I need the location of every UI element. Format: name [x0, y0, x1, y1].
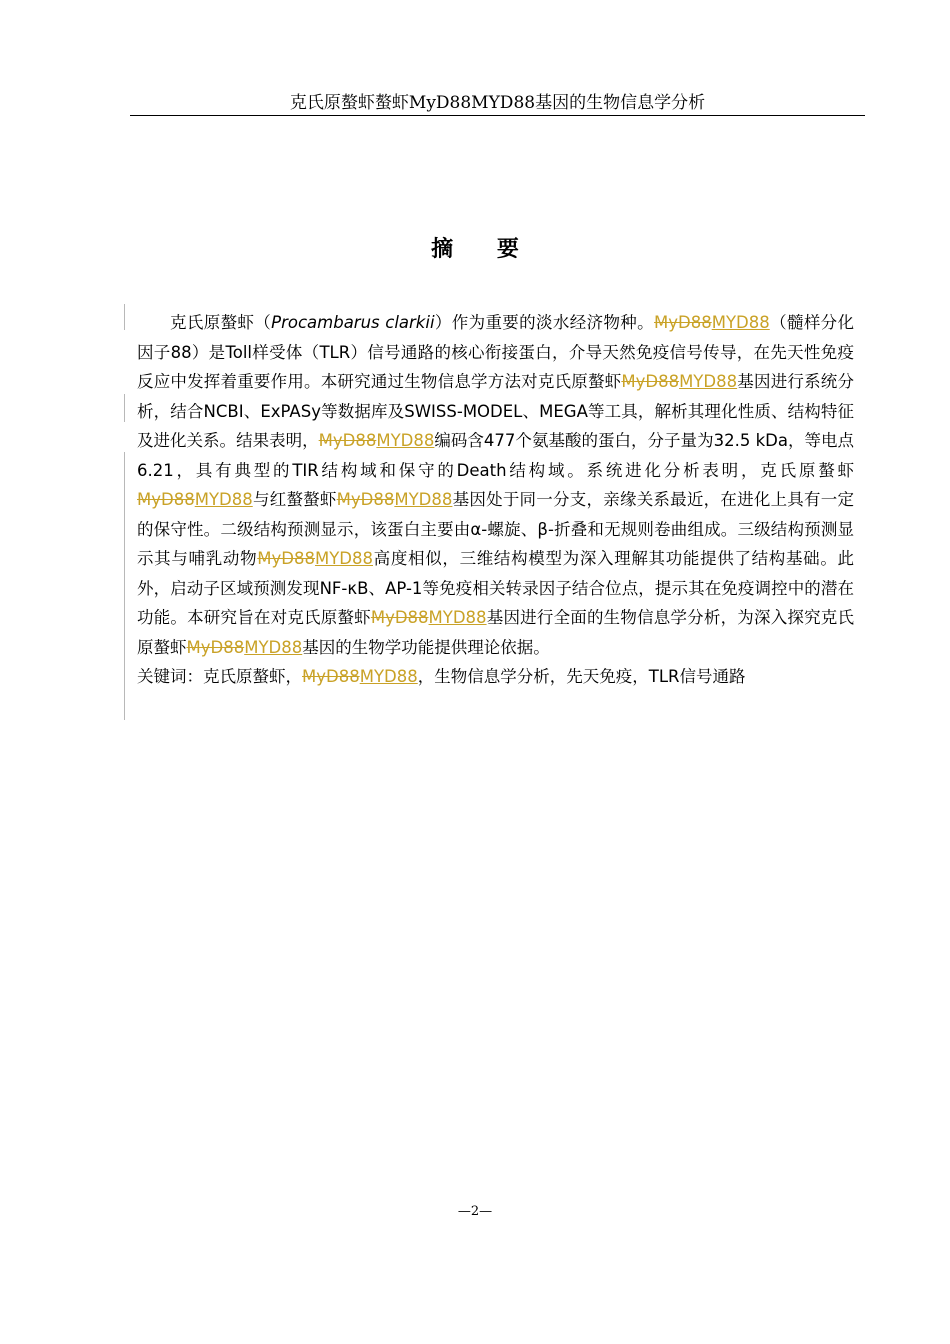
- deleted-text: MyD88: [654, 313, 712, 332]
- inserted-text: MYD88: [679, 372, 738, 391]
- abstract-body: [137, 308, 854, 692]
- deleted-text: MyD88: [370, 608, 429, 627]
- page-number: —2—: [457, 1204, 493, 1219]
- header-rule: [130, 115, 865, 116]
- species-name: Procambarus clarkii: [271, 313, 435, 332]
- abstract-paragraph: 克氏原螯虾（Procambarus clarkii）作为重要的淡水经济物种。MyD88MYD88（髓样分化因子88）是Toll样受体（TLR）信号通路的核心衔接蛋白，介导天然免疫信号传导，在先天性免疫反应中发挥着重要作用。本研究通过生物信息学方法对克氏原螯虾MyD88MYD88基因进行系统分析，结合NCBI、ExPASy等数据库及SWISS-MODEL、MEGA等工具，解析其理化性质、结构特征及进化关系。结果表明，MyD88MYD88编码含477个氨基酸的蛋白，分子量为32.5 kDa，等电点6.21，具有典型的TIR结构域和保守的Death结构域。系统进化分析表明，克氏原螯虾MyD88MYD88与红螯螯虾MyD88MYD88基因处于同一分支，亲缘关系最近，在进化上具有一定的保守性。二级结构预测显示，该蛋白主要由α-螺旋、β-折叠和无规则卷曲组成。三级结构预测显示其与哺乳动物MyD88MYD88高度相似，三维结构模型为深入理解其功能提供了结构基础。此外，启动子区域预测发现NF-κB、AP-1等免疫相关转录因子结合位点，提示其在免疫调控中的潜在功能。本研究旨在对克氏原螯虾MyD88MYD88基因进行全面的生物信息学分析，为深入探究克氏原螯虾MyD88MYD88基因的生物学功能提供理论依据。: [137, 313, 855, 657]
- change-bar: [124, 452, 125, 720]
- keywords-line: 关键词：克氏原螯虾，MyD88MYD88，生物信息学分析，先天免疫，TLR信号通路: [137, 667, 746, 686]
- deleted-text: MyD88: [257, 549, 315, 568]
- deleted-text: MyD88: [186, 637, 245, 657]
- inserted-text: MYD88: [314, 549, 373, 568]
- change-bar: [124, 394, 125, 422]
- abstract-heading: 摘 要: [431, 237, 537, 262]
- inserted-text: MYD88: [394, 490, 453, 509]
- deleted-text: MyD88: [621, 372, 680, 391]
- inserted-text: MYD88: [376, 431, 435, 450]
- inserted-text: MYD88: [711, 313, 770, 332]
- inserted-text: MYD88: [194, 490, 253, 509]
- change-bar: [124, 304, 125, 330]
- inserted-text: MYD88: [244, 637, 303, 657]
- page-header-title: 克氏原螯虾螯虾MyD88MYD88基因的生物信息学分析: [289, 93, 706, 113]
- deleted-text: MyD88: [318, 431, 377, 450]
- deleted-text: MyD88: [336, 490, 395, 509]
- inserted-text: MYD88: [359, 667, 418, 686]
- keywords-label: 关键词：: [137, 667, 203, 686]
- deleted-text: MyD88: [137, 490, 195, 509]
- inserted-text: MYD88: [428, 608, 487, 627]
- deleted-text: MyD88: [302, 667, 360, 686]
